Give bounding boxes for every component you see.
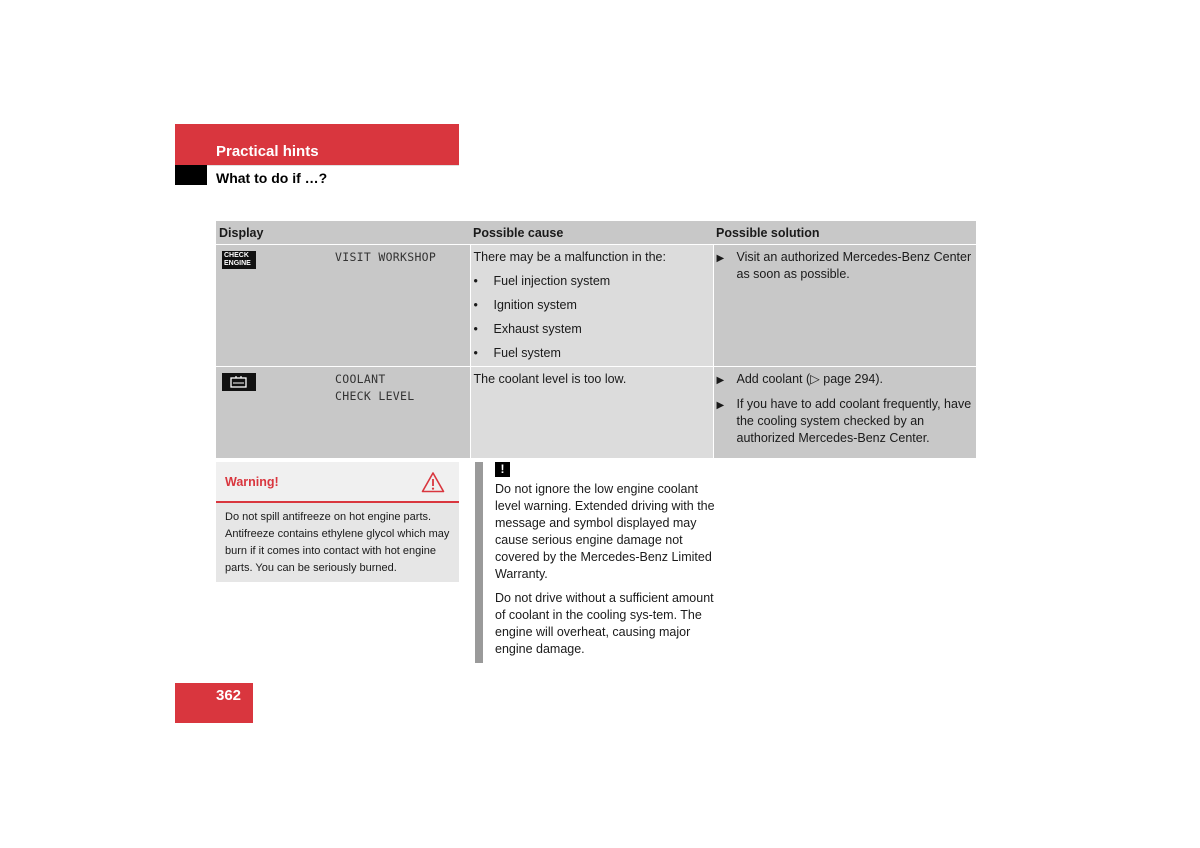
notice-paragraph: Do not ignore the low engine coolant level warning. Extended driving with the message and symbol displayed may cause serious engine damage not covered by the Mercedes-Benz Limited Warranty. xyxy=(495,482,715,581)
cause-intro: There may be a malfunction in the: xyxy=(473,250,666,264)
display-messages-table xyxy=(216,221,976,458)
solution-text: If you have to add coolant frequently, have the cooling system checked by an authorized Mercedes-Benz Center. xyxy=(736,397,972,445)
coolant-icon xyxy=(222,373,256,391)
section-title: Practical hints xyxy=(216,143,319,160)
cause-item: Fuel system xyxy=(493,346,561,360)
solution-cell xyxy=(713,245,976,367)
page-number-box xyxy=(175,683,253,723)
solution-step xyxy=(717,371,974,389)
solution-step xyxy=(717,249,974,283)
notice-text xyxy=(495,481,720,665)
arrow-right-icon: ▶ xyxy=(716,375,725,386)
header-marker xyxy=(175,165,207,185)
list-item: • Exhaust system xyxy=(473,322,582,336)
cause-item: Ignition system xyxy=(493,298,577,312)
section-header xyxy=(175,124,459,165)
arrow-right-icon: ▶ xyxy=(716,253,725,264)
notice-bar xyxy=(475,462,483,663)
warning-header xyxy=(216,462,459,503)
solution-cell xyxy=(713,367,976,459)
page-number: 362 xyxy=(216,687,242,704)
column-header-display: Display xyxy=(216,221,470,245)
warning-title: Warning! xyxy=(225,475,279,489)
display-cell xyxy=(216,245,470,367)
arrow-right-icon: ▶ xyxy=(716,400,725,411)
check-engine-icon-text: CHECK xyxy=(224,252,249,259)
list-item: • Fuel injection system xyxy=(473,274,611,288)
cause-cell xyxy=(470,367,713,459)
display-message-line: VISIT WORKSHOP xyxy=(335,250,437,264)
cause-item: Fuel injection system xyxy=(493,274,611,288)
solution-text: Visit an authorized Mercedes-Benz Center as soon as possible. xyxy=(736,250,972,281)
display-message xyxy=(335,249,436,266)
table-header-row xyxy=(216,221,976,245)
page-subtitle: What to do if …? xyxy=(216,170,328,186)
check-engine-icon xyxy=(222,251,256,269)
cause-item: Exhaust system xyxy=(493,322,582,336)
cause-intro: The coolant level is too low. xyxy=(473,372,627,386)
cause-cell xyxy=(470,245,713,367)
notice-paragraph: Do not drive without a sufficient amount of coolant in the cooling sys-tem. The engine will overheat, causing major engine damage. xyxy=(495,591,714,656)
solution-text: Add coolant (▷ page 294). xyxy=(736,372,884,386)
warning-box xyxy=(216,462,459,582)
table-row xyxy=(216,245,976,367)
display-cell xyxy=(216,367,470,459)
check-engine-icon-text: ENGINE xyxy=(224,260,251,267)
list-item: • Fuel system xyxy=(473,346,561,360)
display-message-line: CHECK LEVEL xyxy=(335,389,415,403)
warning-text: Do not spill antifreeze on hot engine parts. Antifreeze contains ethylene glycol which may burn if it comes into contact with hot engine parts. You can be seriously burned. xyxy=(225,511,450,574)
warning-triangle-icon xyxy=(421,471,445,498)
display-message-line: COOLANT xyxy=(335,372,386,386)
list-item: • Ignition system xyxy=(473,298,577,312)
header-divider xyxy=(207,165,459,166)
column-header-cause: Possible cause xyxy=(470,221,713,245)
column-header-solution: Possible solution xyxy=(713,221,976,245)
display-message xyxy=(335,371,414,405)
solution-step xyxy=(717,396,974,447)
table-row xyxy=(216,367,976,459)
exclamation-icon: ! xyxy=(495,462,510,477)
